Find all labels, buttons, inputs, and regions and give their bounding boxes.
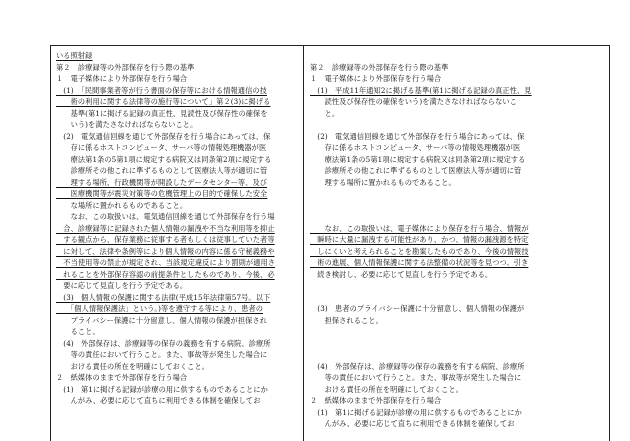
right-line-text: １ 電子媒体により外部保存を行う場合 [310,74,442,83]
right-text-line [310,303,602,315]
right-text-line [310,223,602,235]
left-line-text: (4) 外部保存は、診療録等の保存の義務を有する病院、診療所 [56,338,271,348]
right-line-text: 存に係るホストコンピュータ、サーバ等の情報処理機器が医 [310,143,521,152]
right-text-line [310,154,602,166]
left-line-text: 術の利用に関する法律等の施行等について」第２(3)に掲げる [56,97,271,106]
left-text-line [56,384,296,396]
right-text-line [310,142,602,154]
left-line-text: (1) 「民間事業者等が行う書面の保存等における情報通信の技 [56,85,267,95]
right-text-line [310,269,602,281]
left-line-text: 不当使用等の禁止が規定され、当該規定違反により罰則が適用さ [56,258,276,267]
right-text-line [310,234,602,246]
right-block-spacer [310,280,602,303]
left-text-line [56,165,296,177]
left-line-text: に対して、法律や条例等により個人情報の内容に係る守秘義務や [56,246,275,256]
revised-text-column [56,50,296,407]
left-text-line [56,246,296,258]
right-text-line [310,165,602,177]
right-line-text: おける責任の所在を明確にしておくこと。 [310,384,464,394]
left-line-text: (3) 個人情報の保護に関する法律(平成15年法律第57号。以下 [56,292,271,302]
left-line-text: 診療所その他これに準ずるものとして医療法人等が適切に管 [56,166,268,175]
left-text-line [56,62,296,74]
left-line-text: プライバシー保護に十分留意し、個人情報の保護が担保され [56,315,267,325]
left-line-text: (2) 電気通信回線を通じて外部保存を行う場合にあっては、保 [56,131,271,141]
right-block-spacer [310,50,602,62]
left-text-line [56,108,296,120]
left-text-line [56,154,296,166]
left-text-line [56,142,296,154]
right-line-text: (1) 第1に掲げる記録が診療の用に供するものであることにか [310,407,522,417]
right-text-line [310,131,602,143]
left-text-line [56,223,296,235]
right-line-text: んがみ、必要に応じて直ちに利用できる体制を確保してお [310,419,515,428]
right-line-text: 理する場所に置かれるものであること。 [310,177,456,187]
left-text-line [56,395,296,407]
right-line-text: 術の進展、個人情報保護に関する法整備の状況等を見つつ、引き [310,258,529,267]
right-line-text: ２ 紙媒体のままで外部保存を行う場合 [310,396,442,405]
left-line-text: 合、診療録等に記録された個人情報の漏洩や不当な利用等を抑止 [56,223,275,233]
right-text-line [310,62,602,74]
left-line-text: 理する場所、行政機関等が開設したデータセンター等、及び [56,177,268,187]
left-text-line [56,257,296,269]
left-line-text: なお、この取扱いは、電気通信回線を通じて外部保存を行う場 [56,212,275,221]
right-text-line [310,407,602,419]
left-line-text: 「個人情報保護法」という。)等を遵守する等により、患者の [56,304,264,313]
right-line-text: 第２ 診療録等の外部保存を行う際の基準 [310,62,449,72]
column-divider [303,45,304,441]
right-line-text: 担保されること。 [310,315,383,325]
right-text-line [310,361,602,373]
left-line-text: な場所に置かれるものであること。 [56,200,188,210]
right-line-text: しにくいと考えられることを勘案したものであり、今後の情報技 [310,246,529,256]
right-text-line [310,372,602,384]
right-line-text: 読性及び保存性の確保をいう)を満たさなければならないこ [310,97,517,106]
left-text-line [56,280,296,292]
right-text-line [310,395,602,407]
right-line-text: 療法第1条の5第1項に規定する病院又は同条第2項に規定する [310,154,526,164]
left-line-text: れることを外部保存容認の前提条件としたものであり、今後、必 [56,269,275,279]
right-text-line [310,246,602,258]
right-line-text: 瞬時に大量に漏洩する可能性があり、かつ、情報の漏洩源を特定 [310,235,529,244]
right-text-line [310,108,602,120]
left-line-text: ２ 紙媒体のままで外部保存を行う場合 [56,373,188,382]
right-line-text: と。 [310,108,340,118]
right-line-text: (4) 外部保存は、診療録等の保存の義務を有する病院、診療所 [310,361,525,371]
left-line-text: 第２ 診療録等の外部保存を行う際の基準 [56,62,195,72]
left-line-text: する観点から、保存業務に従事する者もしくは従事していた者等 [56,235,275,244]
right-text-line [310,96,602,108]
left-text-line [56,211,296,223]
left-line-text: 療法第1条の5第1項に規定する病院又は同条第2項に規定する [56,154,272,164]
left-text-line [56,349,296,361]
right-text-line [310,257,602,269]
left-text-line [56,200,296,212]
left-text-line [56,361,296,373]
left-text-line [56,315,296,327]
left-text-line [56,131,296,143]
right-block-spacer [310,119,602,131]
right-text-line [310,315,602,327]
left-text-line [56,326,296,338]
right-block-spacer [310,326,602,361]
right-line-text: 続き検討し、必要に応じて見直しを行う予定である。 [310,269,493,279]
left-text-line [56,292,296,304]
right-text-line [310,85,602,97]
left-text-line [56,372,296,384]
left-line-text: いる照射録 [56,51,93,60]
right-line-text: (3) 患者のプライバシー保護に十分留意し、個人情報の保護が [310,304,525,313]
right-text-line [310,177,602,189]
left-line-text: いう)を満たさなければならないこと。 [56,120,198,129]
left-line-text: 存に係るホストコンピュータ、サーバ等の情報処理機器が医 [56,143,267,152]
left-text-line [56,96,296,108]
left-text-line [56,269,296,281]
left-text-line [56,234,296,246]
left-text-line [56,177,296,189]
right-text-line [310,384,602,396]
left-text-line [56,119,296,131]
left-line-text: おける責任の所在を明確にしておくこと。 [56,361,210,371]
left-line-text: んがみ、必要に応じて直ちに利用できる体制を確保してお [56,396,261,405]
left-line-text: 等の責任において行うこと。また、事故等が発生した場合に [56,350,268,359]
right-line-text: 診療所その他これに準ずるものとして医療法人等が適切に管 [310,166,522,175]
original-text-column [310,50,602,430]
left-line-text: 医療機関等が震災対策等の危機管理上の目的で確保した安全 [56,189,268,198]
left-line-text: ること。 [56,327,100,336]
right-line-text: なお、この取扱いは、電子媒体により保存を行う場合、情報が [310,223,529,233]
right-text-line [310,73,602,85]
left-text-line [56,85,296,97]
left-line-text: (1) 第1に掲げる記録が診療の用に供するものであることにか [56,384,268,394]
left-text-line [56,73,296,85]
right-line-text: 等の責任において行うこと。また、事故等が発生した場合に [310,373,522,382]
left-text-line [56,50,296,62]
left-text-line [56,338,296,350]
left-line-text: １ 電子媒体により外部保存を行う場合 [56,74,188,83]
right-text-line [310,418,602,430]
left-text-line [56,188,296,200]
left-text-line [56,303,296,315]
right-block-spacer [310,188,602,223]
right-line-text: (2) 電気通信回線を通じて外部保存を行う場合にあっては、保 [310,131,525,141]
left-line-text: 基準(第1に掲げる記録の真正性、見読性及び保存性の確保を [56,108,268,118]
right-line-text: (1) 平成11年通知2に掲げる基準(第1に掲げる記録の真正性、見 [310,85,532,95]
left-line-text: 要に応じて見直しを行う予定である。 [56,281,188,290]
